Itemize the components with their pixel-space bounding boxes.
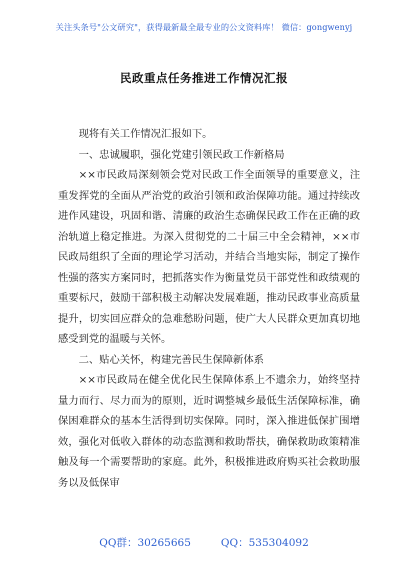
qq-number-text: QQ：535304092 xyxy=(220,537,309,549)
qq-group-text: QQ群：30265665 xyxy=(99,537,191,549)
document-body xyxy=(58,124,360,493)
section-2-paragraph: ××市民政局在健全优化民生保障体系上不遗余力，始终坚持量力而行、尽力而为的原则，近时调整城乡最低生活保障标准，确保困难群众的基本生活得到切实保障。同时，深入推进低保扩围增效，强化对低收入群体的动态监测和救助帮扶，确保救助政策精准触及每一个需要帮助的家庭。此外，积极推进政府购买社会救助服务以及低保审 xyxy=(58,374,360,489)
intro-paragraph: 现将有关工作情况汇报如下。 xyxy=(78,128,213,140)
section-2-heading: 二、贴心关怀，构建完善民生保障新体系 xyxy=(78,353,264,366)
document-title: 民政重点任务推进工作情况汇报 xyxy=(120,71,288,85)
footer-contact xyxy=(0,535,408,550)
section-1-paragraph: ××市民政局深刻领会党对民政工作全面领导的重要意义，注重发挥党的全面从严治党的政治引领和政治保障功能。通过持续改进作风建设，巩固和谐、清廉的政治生态确保民政工作在正确的政治轨道上稳定推进。为深入贯彻党的二十届三中全会精神，××市民政局组织了全面的理论学习活动，并结合当地实际，制定了操作性强的落实方案同时，把抓落实作为衡量党员干部党性和政绩观的重要标尺，鼓励干部积极主动解决发展难题，推动民政事业高质量提升，切实回应群众的急难愁盼问题，使广大人民群众更加真切地感受到党的温暖与关怀。 xyxy=(58,169,360,345)
section-1-heading: 一、忠诚履职，强化党建引领民政工作新格局 xyxy=(78,148,285,161)
header-note: 关注头条号"公文研究"，获得最新最全最专业的公文资料库！ 微信：gongwenyj xyxy=(55,22,353,32)
